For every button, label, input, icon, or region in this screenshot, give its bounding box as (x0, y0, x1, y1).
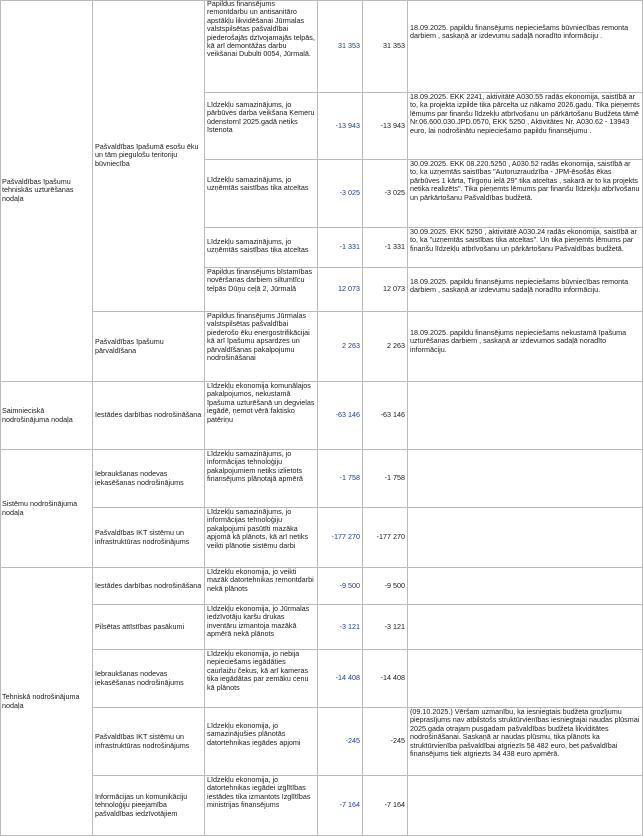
amount-cell: -245 (318, 708, 363, 776)
description-cell: Līdzekļu samazinājums, jo pārbūves darba veikšana Ķemeru ūdenstornī 2025.gadā netiks īstenota (205, 93, 318, 160)
amount-cell: -1 758 (318, 450, 363, 508)
note-cell: 18.09.2025. EKK 2241, aktivitātē A030.55 radās ekonomija, saistībā ar to, ka projekta izpilde tika pārcelta uz nākamo 2026.gadu. Tika pieņemts lēmums par finanšu līdzekļu atbrīvošanu un pārkārtošanu Budžeta tāmē Nr.06.600.030.JPD.0570, EKK 5250 , Aktivitātes Nr. A030.62 - 13943 euro, lai nodrošinātu nepieciešamo papildu finansējumu . (408, 93, 643, 160)
department-cell: Tehniskā nodrošinājuma nodaļa (0, 568, 93, 836)
program-cell: Iebraukšanas nodevas iekasēšanas nodrošinājums (93, 650, 205, 708)
note-cell (408, 568, 643, 605)
amount-cell: -7 164 (318, 776, 363, 836)
amount-total-cell: 2 263 (363, 312, 408, 382)
amount-total-cell: -1 758 (363, 450, 408, 508)
amount-cell: 12 073 (318, 268, 363, 312)
amount-cell: -14 408 (318, 650, 363, 708)
amount-total-cell: -63 146 (363, 382, 408, 450)
amount-total-cell: -177 270 (363, 508, 408, 568)
note-cell: 30.09.2025. EKK 5250 , aktivitātē A030.24 radās ekonomija, saistībā ar to, ka "uzņemtās saistības tika atceltas". Un tika pieņemts lēmums par finanšu līdzekļu atbrīvošanu un pārkārtošanu Pašvaldības budžetā. (408, 228, 643, 268)
description-cell: Līdzekļu samazinājums, jo uzņēmtās saistības tika atceltas (205, 228, 318, 268)
amount-cell: -3 025 (318, 160, 363, 228)
amount-total-cell: -7 164 (363, 776, 408, 836)
program-cell: Pašvaldības īpašumā esošu ēku un tām piegulošu teritoriju būvniecība (93, 0, 205, 312)
note-cell (408, 382, 643, 450)
amount-total-cell: 31 353 (363, 0, 408, 93)
amount-cell: -3 121 (318, 605, 363, 650)
description-cell: Līdzekļu ekonomija, jo veikti mazāk datortehnikas remontdarbi nekā plānots (205, 568, 318, 605)
description-cell: Līdzekļu samazinājums, jo informācijas tehnoloģiju pakalpojumi pasūtīti mazāka apjomā kā plānots, kā arī netiks veikti plānotie sistēmu darbi (205, 508, 318, 568)
note-cell (408, 450, 643, 508)
amount-total-cell: -14 408 (363, 650, 408, 708)
department-cell: Sistēmu nodrošinājuma nodaļa (0, 450, 93, 568)
amount-cell: -177 270 (318, 508, 363, 568)
amount-total-cell: -1 331 (363, 228, 408, 268)
description-cell: Līdzekļu ekonomija, jo nebija nepieciešams iegādāties caurlaižu čekus, kā arī kameras tika iegādātas par zemāku cenu kā plānots (205, 650, 318, 708)
amount-total-cell: -3 025 (363, 160, 408, 228)
department-cell: Pašvaldības īpašumu tehniskās uzturēšanas nodaļa (0, 0, 93, 382)
note-cell: (09.10.2025.) Vēršam uzmanību, ka iesniegtais budžeta grozījumu pieprasījums nav atbilstošs struktūrvienības iesniegtajai naudas plūsmai 2025.gada otrajam pusgadam pašvaldības budžeta likviditātes nodrošināšanai. Saskaņā ar naudas plūsmu, tika plānots ka struktūrvienība pašvaldībai atgriezīs 58 482 euro, bet pašvaldībai finansējums tiek atgriezts 34 438 euro apmērā. (408, 708, 643, 776)
description-cell: Līdzekļu ekonomija komunālajos pakalpojumos, nekustamā īpašuma uzturēšanā un degvielas iegādē, ņemot vērā faktisko patēriņu (205, 382, 318, 450)
description-cell: Papildus finansējums bīstamības novēršanas darbiem siltumtīcu telpās Dūņu ceļā 2, Jūrmalā (205, 268, 318, 312)
note-cell (408, 508, 643, 568)
amount-cell: -9 500 (318, 568, 363, 605)
amount-cell: -63 146 (318, 382, 363, 450)
note-cell: 18.09.2025. papildu finansējums nepieciešams būvniecības remonta darbiem , saskaņā ar izdevumu sadaļā noradīto informāciju. (408, 268, 643, 312)
amount-total-cell: -13 943 (363, 93, 408, 160)
amount-total-cell: -9 500 (363, 568, 408, 605)
amount-cell: 2 263 (318, 312, 363, 382)
description-cell: Līdzekļu ekonomija, jo Jūrmalas iedzīvotāju karšu drukas inventāru izmantoja mazākā apmērā nekā plānots (205, 605, 318, 650)
amount-cell: -1 331 (318, 228, 363, 268)
program-cell: Pašvaldības IKT sistēmu un infrastruktūras nodrošinājums (93, 708, 205, 776)
note-cell: 18.09.2025. papildu finansējums nepieciešams nekustamā īpašuma uzturēšanas darbiem , saskaņā ar izdevumos sadaļā noradīto informāciju. (408, 312, 643, 382)
amount-total-cell: 12 073 (363, 268, 408, 312)
note-cell: 30.09.2025. EKK 08.220.5250 , A030.52 radās ekonomija, saistībā ar to, ka uzņemtās saistības "Autoruzraudzība - JPM-ēsošās ēkas pārbūves 1 kārta, Tirgoņu ielā 29" tika atceltas , sakarā ar to ka projekts netika realizēts". Tika pieņemts lēmums par finanšu līdzekļu atbrīvošanu un pārkārtošanu Pašvaldības budžetā. (408, 160, 643, 228)
program-cell: Iebraukšanas nodevas iekasēšanas nodrošinājums (93, 450, 205, 508)
program-cell: Pilsētas attīstības pasākumi (93, 605, 205, 650)
description-cell: Līdzekļu samazinājums, jo uzņēmtās saistības tika atceltas (205, 160, 318, 228)
description-cell: Papildus finansējums Jūrmalas valstspilsētas pašvaldībai piederošo ēku energostrifikācijai kā arī īpašumu apsardzes un pārvaldīšanas pakalpojumu nodrošināšanai (205, 312, 318, 382)
note-cell (408, 650, 643, 708)
note-cell (408, 605, 643, 650)
program-cell: Informācijas un komunikāciju tehnoloģiju pieejamība pašvaldības iedzīvotājiem (93, 776, 205, 836)
amount-cell: -13 943 (318, 93, 363, 160)
program-cell: Pašvaldības IKT sistēmu un infrastruktūras nodrošinājums (93, 508, 205, 568)
program-cell: Pašvaldības īpašumu pārvaldīšana (93, 312, 205, 382)
description-cell: Papildus finansējums remontdarbu un antisanitāro apstākļu likvidēšanai Jūrmalas valstspilsētas pašvaldībai piederošajās dzīvojamajās telpās, kā arī demontāžas darbu veikšanai Dubulti 0054, Jūrmalā. (205, 0, 318, 93)
description-cell: Līdzekļu ekonomija, jo samazinājušies plānotās datortehnikas iegādes apjomi (205, 708, 318, 776)
description-cell: Līdzekļu ekonomija, jo datortehnikas iegādei izglītības iestādes tika izmantots Izglītības ministrijas finansējums (205, 776, 318, 836)
amount-total-cell: -3 121 (363, 605, 408, 650)
note-cell: 18.09.2025. papildu finansējums nepieciešams būvniecības remonta darbiem , saskaņā ar izdevumu sadaļā noradīto informāciju . (408, 0, 643, 93)
program-cell: Iestādes darbības nodrošināšana (93, 382, 205, 450)
amount-cell: 31 353 (318, 0, 363, 93)
program-cell: Iestādes darbības nodrošināšana (93, 568, 205, 605)
note-cell (408, 776, 643, 836)
department-cell: Saimnieciskā nodrošinājuma nodaļa (0, 382, 93, 450)
description-cell: Līdzekļu samazinājums, jo informācijas tehnoloģiju pakalpojumiem netiks izlietots finansējums plānotajā apmērā (205, 450, 318, 508)
amount-total-cell: -245 (363, 708, 408, 776)
